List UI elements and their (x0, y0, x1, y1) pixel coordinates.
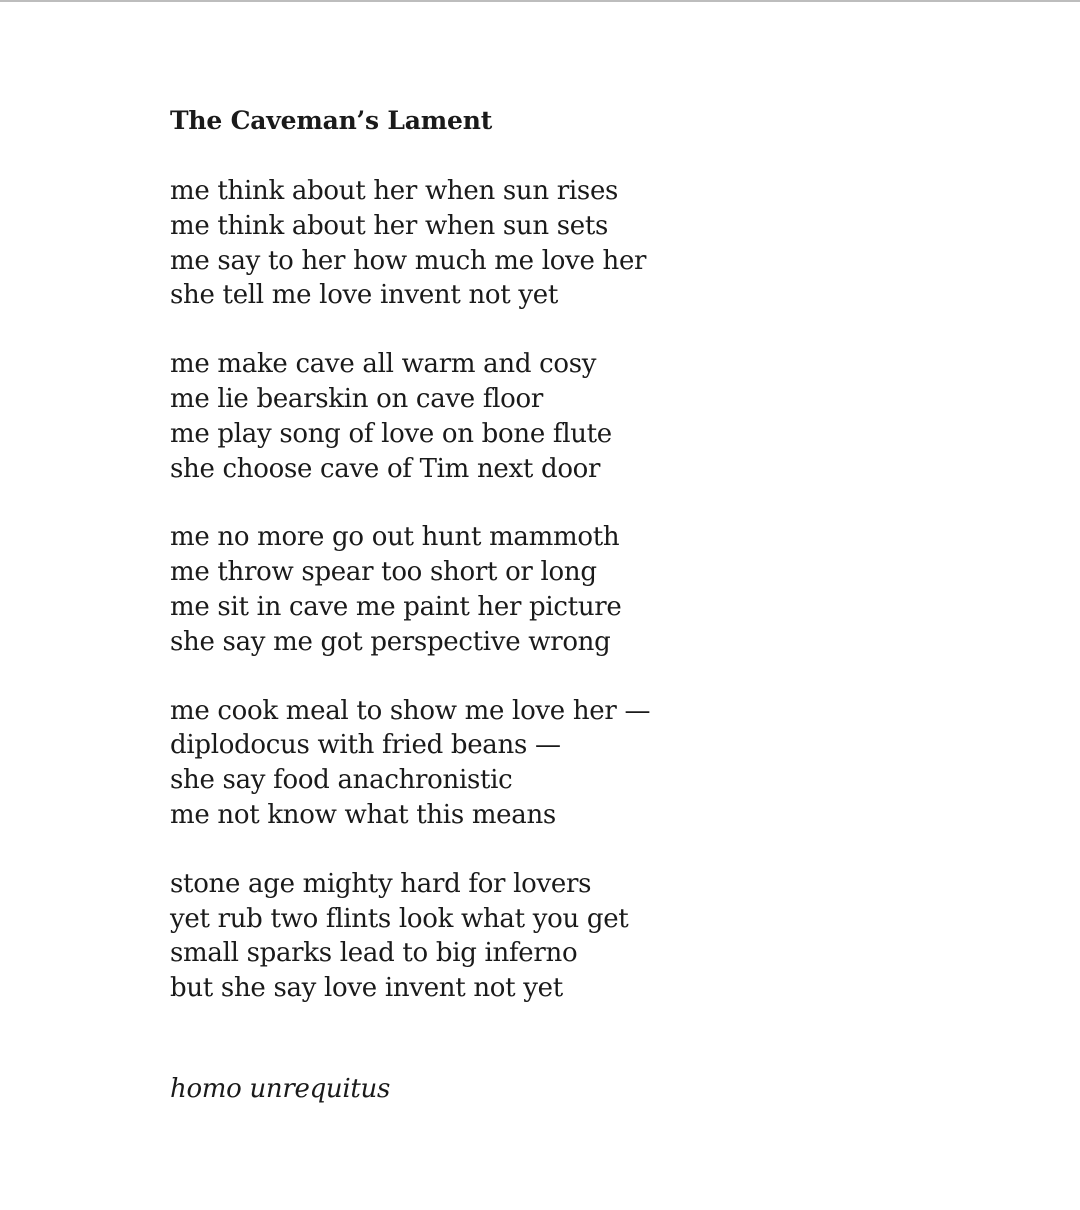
stanza-3 (170, 520, 1030, 659)
poem-line: me no more go out hunt mammoth (170, 522, 620, 553)
poem-line: she say me got perspective wrong (170, 626, 611, 657)
stanza-1 (170, 174, 1030, 313)
poem-line: me think about her when sun rises (170, 176, 619, 206)
stanza-5 (170, 867, 1030, 1006)
poem-line: she choose cave of Tim next door (170, 453, 601, 484)
poem-line: me play song of love on bone flute (170, 418, 612, 449)
poem-line: me say to her how much me love her (170, 245, 647, 276)
poem-line: me sit in cave me paint her picture (170, 591, 622, 622)
poem-signoff: homo unrequitus (170, 1073, 391, 1104)
stanza-2 (170, 347, 1030, 486)
poem-line: me lie bearskin on cave floor (170, 383, 544, 414)
top-border-line (0, 0, 1080, 2)
poem-line: me cook meal to show me love her — (170, 695, 651, 726)
poem-line: diplodocus with fried beans — (170, 730, 561, 761)
poem-line: me throw spear too short or long (170, 557, 597, 588)
poem-line: me make cave all warm and cosy (170, 349, 597, 380)
stanza-4 (170, 694, 1030, 833)
poem-line: yet rub two flints look what you get (170, 903, 629, 934)
poem-line: she tell me love invent not yet (170, 280, 559, 311)
poem-line: but she say love invent not yet (170, 973, 563, 1004)
poem-line: me think about her when sun sets (170, 210, 609, 241)
poem-line: small sparks lead to big inferno (170, 938, 578, 969)
poem-title: The Caveman’s Lament (170, 106, 493, 135)
poem-line: stone age mighty hard for lovers (170, 868, 592, 899)
poem-line: she say food anachronistic (170, 765, 513, 796)
poem-page (170, 104, 1030, 1106)
poem-line: me not know what this means (170, 799, 556, 830)
